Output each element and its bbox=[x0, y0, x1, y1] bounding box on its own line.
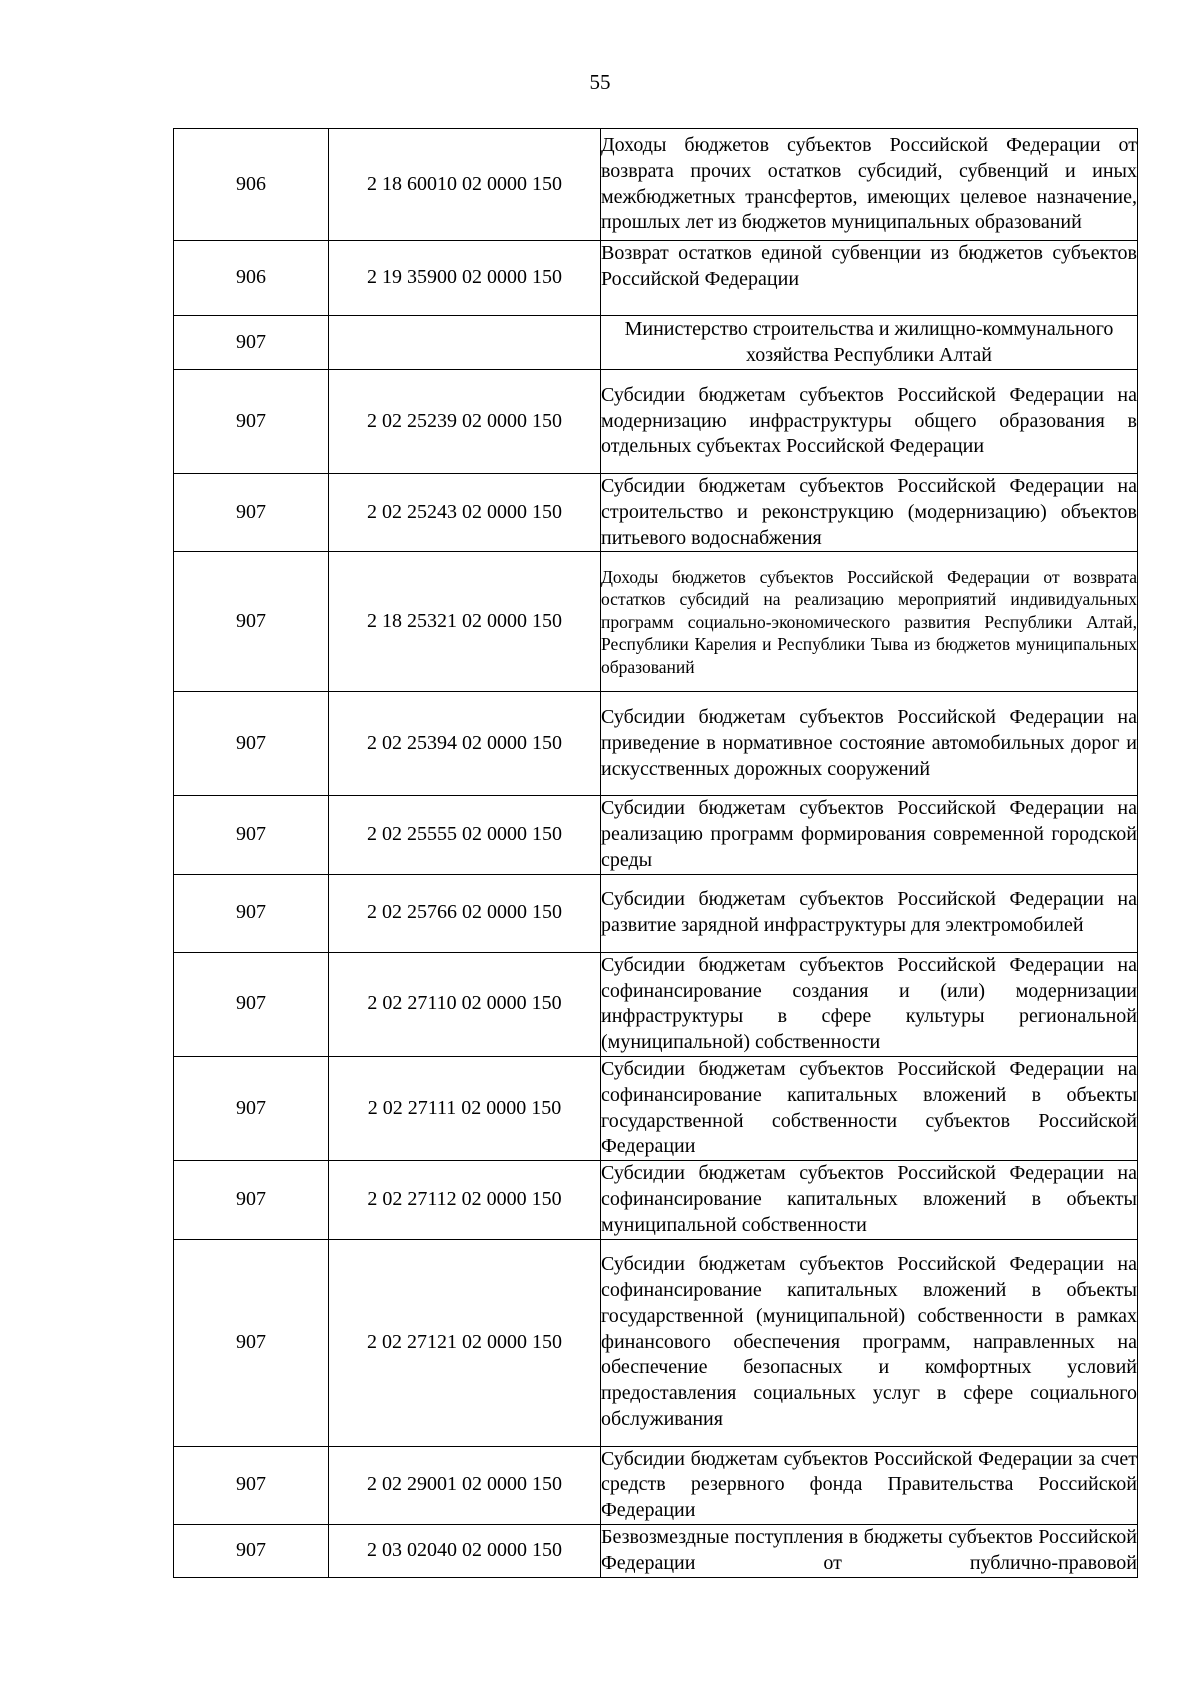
table-row bbox=[174, 874, 1138, 952]
description-text: Субсидии бюджетам субъектов Российской Федерации за счет средств резервного фонда Правительства Российской Федерации bbox=[601, 1447, 1137, 1522]
description-cell bbox=[601, 1161, 1138, 1239]
admin-code-cell: 907 bbox=[174, 874, 329, 952]
description-text: Субсидии бюджетам субъектов Российской Федерации на строительство и реконструкцию (модернизацию) объектов питьевого водоснабжения bbox=[601, 475, 1137, 549]
description-cell bbox=[601, 1524, 1138, 1577]
table-row bbox=[174, 129, 1138, 241]
table-row bbox=[174, 474, 1138, 552]
description-cell bbox=[601, 1446, 1138, 1524]
budget-code-cell: 2 02 25766 02 0000 150 bbox=[329, 874, 601, 952]
admin-code-cell: 907 bbox=[174, 1446, 329, 1524]
admin-code-cell: 907 bbox=[174, 552, 329, 692]
budget-code-cell: 2 02 27110 02 0000 150 bbox=[329, 952, 601, 1056]
table-row bbox=[174, 370, 1138, 474]
budget-code-cell bbox=[329, 316, 601, 370]
section-heading-cell bbox=[601, 316, 1138, 370]
admin-code-cell: 907 bbox=[174, 1161, 329, 1239]
description-cell bbox=[601, 241, 1138, 316]
table-row bbox=[174, 1161, 1138, 1239]
table-row bbox=[174, 1056, 1138, 1160]
budget-code-cell: 2 02 27111 02 0000 150 bbox=[329, 1056, 601, 1160]
page-number: 55 bbox=[589, 70, 611, 94]
description-cell bbox=[601, 692, 1138, 796]
description-text: Субсидии бюджетам субъектов Российской Федерации на софинансирование создания и (или) модернизации инфраструктуры в сфере культуры региональной (муниципальной) собственности bbox=[601, 953, 1137, 1054]
table-row bbox=[174, 952, 1138, 1056]
table-row bbox=[174, 241, 1138, 316]
budget-code-cell: 2 02 27121 02 0000 150 bbox=[329, 1239, 601, 1446]
table-row bbox=[174, 1446, 1138, 1524]
admin-code-cell: 907 bbox=[174, 474, 329, 552]
budget-code-cell: 2 18 25321 02 0000 150 bbox=[329, 552, 601, 692]
budget-code-cell: 2 02 25243 02 0000 150 bbox=[329, 474, 601, 552]
budget-classification-table bbox=[173, 128, 1138, 1578]
description-text: Безвозмездные поступления в бюджеты субъектов Российской Федерации от публично-правовой bbox=[601, 1525, 1137, 1574]
description-text: Доходы бюджетов субъектов Российской Федерации от возврата прочих остатков субсидий, субвенций и иных межбюджетных трансфертов, имеющих целевое назначение, прошлых лет из бюджетов муниципальных образований bbox=[601, 133, 1137, 234]
description-text: Субсидии бюджетам субъектов Российской Федерации на софинансирование капитальных вложений в объекты государственной (муниципальной) собственности в рамках финансового обеспечения программ, направленных на обеспечение безопасных и комфортных условий предоставления социальных услуг в сфере социального обслуживания bbox=[601, 1253, 1137, 1431]
budget-code-cell: 2 19 35900 02 0000 150 bbox=[329, 241, 601, 316]
description-text: Доходы бюджетов субъектов Российской Федерации от возврата остатков субсидий на реализацию мероприятий индивидуальных программ социально-экономического развития Республики Алтай, Республики Карелия и Республики Тыва из бюджетов муниципальных образований bbox=[601, 566, 1137, 677]
description-text: Субсидии бюджетам субъектов Российской Федерации на приведение в нормативное состояние автомобильных дорог и искусственных дорожных сооружений bbox=[601, 706, 1137, 780]
budget-code-cell: 2 02 25239 02 0000 150 bbox=[329, 370, 601, 474]
description-cell bbox=[601, 952, 1138, 1056]
description-text: Субсидии бюджетам субъектов Российской Федерации на софинансирование капитальных вложений в объекты государственной собственности субъектов Российской Федерации bbox=[601, 1057, 1137, 1158]
table-row bbox=[174, 692, 1138, 796]
budget-code-cell: 2 02 25394 02 0000 150 bbox=[329, 692, 601, 796]
description-cell bbox=[601, 552, 1138, 692]
admin-code-cell: 907 bbox=[174, 316, 329, 370]
budget-code-cell: 2 02 29001 02 0000 150 bbox=[329, 1446, 601, 1524]
section-heading-text: Министерство строительства и жилищно-коммунального хозяйства Республики Алтай bbox=[624, 317, 1114, 366]
admin-code-cell: 906 bbox=[174, 241, 329, 316]
budget-code-cell: 2 18 60010 02 0000 150 bbox=[329, 129, 601, 241]
description-cell bbox=[601, 1239, 1138, 1446]
table-row bbox=[174, 1239, 1138, 1446]
admin-code-cell: 907 bbox=[174, 1524, 329, 1577]
description-text: Субсидии бюджетам субъектов Российской Федерации на модернизацию инфраструктуры общего образования в отдельных субъектах Российской Федерации bbox=[601, 383, 1137, 458]
table-row bbox=[174, 552, 1138, 692]
description-cell bbox=[601, 129, 1138, 241]
table-row bbox=[174, 316, 1138, 370]
description-cell bbox=[601, 474, 1138, 552]
admin-code-cell: 907 bbox=[174, 952, 329, 1056]
description-text: Возврат остатков единой субвенции из бюджетов субъектов Российской Федерации bbox=[601, 242, 1137, 290]
description-text: Субсидии бюджетам субъектов Российской Федерации на развитие зарядной инфраструктуры для электромобилей bbox=[601, 888, 1137, 937]
description-cell bbox=[601, 874, 1138, 952]
admin-code-cell: 907 bbox=[174, 370, 329, 474]
admin-code-cell: 907 bbox=[174, 692, 329, 796]
budget-code-cell: 2 02 27112 02 0000 150 bbox=[329, 1161, 601, 1239]
admin-code-cell: 907 bbox=[174, 1239, 329, 1446]
description-text: Субсидии бюджетам субъектов Российской Федерации на реализацию программ формирования современной городской среды bbox=[601, 797, 1137, 871]
description-cell bbox=[601, 796, 1138, 874]
table-row bbox=[174, 796, 1138, 874]
description-text: Субсидии бюджетам субъектов Российской Федерации на софинансирование капитальных вложений в объекты муниципальной собственности bbox=[601, 1162, 1137, 1236]
budget-code-cell: 2 03 02040 02 0000 150 bbox=[329, 1524, 601, 1577]
table-row bbox=[174, 1524, 1138, 1577]
budget-code-cell: 2 02 25555 02 0000 150 bbox=[329, 796, 601, 874]
description-cell bbox=[601, 1056, 1138, 1160]
admin-code-cell: 907 bbox=[174, 796, 329, 874]
description-cell bbox=[601, 370, 1138, 474]
admin-code-cell: 907 bbox=[174, 1056, 329, 1160]
admin-code-cell: 906 bbox=[174, 129, 329, 241]
